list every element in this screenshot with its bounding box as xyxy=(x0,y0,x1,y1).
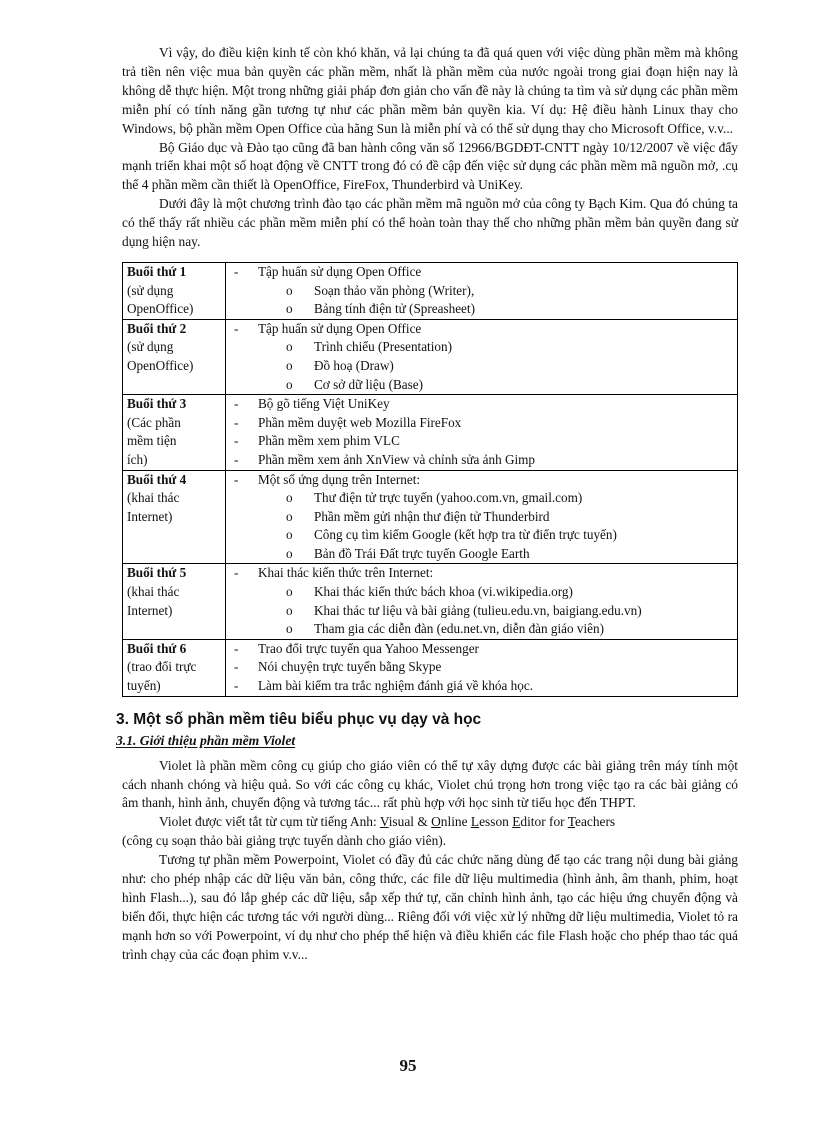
session-title: Buổi thứ 1 xyxy=(127,263,187,279)
schedule-session-cell xyxy=(123,395,226,470)
circle-bullet-icon: o xyxy=(286,621,293,637)
dash-bullet-icon: - xyxy=(234,433,239,449)
circle-bullet-icon: o xyxy=(286,282,293,298)
item-text: Phần mềm gửi nhận thư điện tử Thunderbird xyxy=(314,508,550,524)
session-description: (khai thác xyxy=(127,584,180,600)
item-text: Phần mềm xem phim VLC xyxy=(258,433,400,449)
acronym-letter: O xyxy=(431,814,441,830)
schedule-session-cell xyxy=(123,639,226,696)
circle-bullet-icon: o xyxy=(286,508,293,524)
intro-paragraph-1: Vì vậy, do điều kiện kinh tế còn khó khăn, vả lại chúng ta đã quá quen với việc dùng phần mềm mà không trả tiền nên việc mua bản quyền các phần mềm, nhất là phần mềm của nước ngoài trong giai đoạn hiện nay là không dễ thực hiện. Một trong những giải pháp đơn giản cho vấn đề này là chúng ta tìm và sử dụng các phần mềm miễn phí có tính năng gần tương tự như các phần mềm bản quyền kia. Ví dụ: Hệ điều hành Linux thay cho Windows, bộ phần mềm Open Office của hãng Sun là miễn phí và có thể sử dụng thay cho Microsoft Office, v.v... xyxy=(122,45,738,136)
schedule-row xyxy=(123,319,738,394)
session-description: (sử dụng xyxy=(127,339,174,355)
session-description: OpenOffice) xyxy=(127,357,194,373)
subtopic-item xyxy=(234,583,735,602)
page-number: 95 xyxy=(399,1056,417,1075)
circle-bullet-icon: o xyxy=(286,490,293,506)
item-text: Công cụ tìm kiếm Google (kết hợp tra từ điển trực tuyến) xyxy=(314,527,617,543)
item-text: Bảng tính điện tử (Spreasheet) xyxy=(314,301,475,317)
subtopic-item xyxy=(234,602,735,621)
dash-bullet-icon: - xyxy=(234,471,239,487)
acronym-letter: V xyxy=(379,814,389,830)
item-text: Làm bài kiểm tra trắc nghiệm đánh giá về khóa học. xyxy=(258,678,534,694)
session-title: Buổi thứ 5 xyxy=(127,565,187,581)
schedule-row xyxy=(123,262,738,319)
intro-paragraph-2: Bộ Giáo dục và Đào tạo cũng đã ban hành công văn số 12966/BGDĐT-CNTT ngày 10/12/2007 về việc đẩy mạnh triển khai một số hoạt động về CNTT trong đó có đề cập đến việc sử dụng các phần mềm mã nguồn mở, .cụ thể 4 phần mềm cần thiết là OpenOffice, FireFox, Thunderbird và UniKey. xyxy=(122,139,738,193)
dash-bullet-icon: - xyxy=(234,320,239,336)
dash-bullet-icon: - xyxy=(234,263,239,279)
schedule-content-cell xyxy=(226,639,738,696)
topic-item xyxy=(234,432,735,451)
topic-item xyxy=(234,320,735,339)
item-text: Khai thác tư liệu và bài giảng (tulieu.edu.vn, baigiang.edu.vn) xyxy=(314,602,642,618)
violet-paragraph-1: Violet là phần mềm công cụ giúp cho giáo viên có thể tự xây dựng được các bài giảng trên máy tính một cách nhanh chóng và hiệu quả. So với các công cụ khác, Violet chú trọng hơn trong việc tạo ra các bài giảng có âm thanh, hình ảnh, chuyển động và tương tác... rất phù hợp với học sinh từ tiểu học đến THPT. xyxy=(122,757,738,811)
subtopic-item xyxy=(234,545,735,564)
item-text: Tập huấn sử dụng Open Office xyxy=(258,263,422,279)
subsection-heading: 3.1. Giới thiệu phần mềm Violet xyxy=(116,732,296,748)
item-text: Nói chuyện trực tuyến bằng Skype xyxy=(258,659,442,675)
schedule-session-cell xyxy=(123,470,226,564)
schedule-content-cell xyxy=(226,470,738,564)
dash-bullet-icon: - xyxy=(234,678,239,694)
circle-bullet-icon: o xyxy=(286,357,293,373)
subtopic-item xyxy=(234,620,735,639)
topic-item xyxy=(234,564,735,583)
circle-bullet-icon: o xyxy=(286,301,293,317)
dash-bullet-icon: - xyxy=(234,565,239,581)
schedule-content-cell xyxy=(226,564,738,639)
item-text: Khai thác kiến thức trên Internet: xyxy=(258,565,434,581)
circle-bullet-icon: o xyxy=(286,376,293,392)
item-text: Trao đổi trực tuyến qua Yahoo Messenger xyxy=(258,640,479,656)
subtopic-item xyxy=(234,526,735,545)
circle-bullet-icon: o xyxy=(286,545,293,561)
item-text: Phần mềm duyệt web Mozilla FireFox xyxy=(258,414,462,430)
schedule-content-cell xyxy=(226,395,738,470)
item-text: Soạn thảo văn phòng (Writer), xyxy=(314,282,475,298)
item-text: Thư điện tử trực tuyến (yahoo.com.vn, gmail.com) xyxy=(314,490,583,506)
session-description: tuyến) xyxy=(127,678,161,694)
item-text: Trình chiếu (Presentation) xyxy=(314,339,452,355)
subtopic-item xyxy=(234,508,735,527)
session-description: OpenOffice) xyxy=(127,301,194,317)
session-title: Buổi thứ 3 xyxy=(127,396,187,412)
circle-bullet-icon: o xyxy=(286,339,293,355)
topic-item xyxy=(234,414,735,433)
topic-item xyxy=(234,658,735,677)
schedule-content-cell xyxy=(226,319,738,394)
item-text: Bản đồ Trái Đất trực tuyến Google Earth xyxy=(314,545,530,561)
item-text: Đồ hoạ (Draw) xyxy=(314,357,394,373)
schedule-row xyxy=(123,564,738,639)
session-description: (khai thác xyxy=(127,490,180,506)
schedule-row xyxy=(123,395,738,470)
subtopic-item xyxy=(234,338,735,357)
acronym-letter: L xyxy=(470,814,480,830)
topic-item xyxy=(234,640,735,659)
dash-bullet-icon: - xyxy=(234,659,239,675)
item-text: Phần mềm xem ảnh XnView và chỉnh sửa ảnh Gimp xyxy=(258,451,536,467)
schedule-session-cell xyxy=(123,319,226,394)
intro-paragraph-3: Dưới đây là một chương trình đào tạo các phần mềm mã nguồn mở của công ty Bạch Kim. Qua đó chúng ta có thể thấy rất nhiều các phần mềm miễn phí có thể hoàn toàn thay thế cho những phần mềm bản quyền đang sử dụng hiện nay. xyxy=(122,196,738,250)
session-description: Internet) xyxy=(127,508,173,524)
schedule-row xyxy=(123,639,738,696)
topic-item xyxy=(234,471,735,490)
subtopic-item xyxy=(234,300,735,319)
session-description: ích) xyxy=(127,451,148,467)
violet-paragraph-2-suffix: (công cụ soạn thảo bài giảng trực tuyến dành cho giáo viên). xyxy=(122,833,447,849)
acronym-letter: T xyxy=(567,814,575,830)
session-description: (sử dụng xyxy=(127,282,174,298)
topic-item xyxy=(234,263,735,282)
violet-paragraph-2: Violet được viết tắt từ cụm từ tiếng Anh: Visual & Online Lesson Editor for Teachers (công cụ soạn thảo bài giảng trực tuyến dành cho giáo viên). xyxy=(122,813,738,851)
item-text: Tham gia các diễn đàn (edu.net.vn, diễn đàn giáo viên) xyxy=(314,621,605,637)
acronym-letter: E xyxy=(512,814,521,830)
dash-bullet-icon: - xyxy=(234,414,239,430)
dash-bullet-icon: - xyxy=(234,451,239,467)
topic-item xyxy=(234,451,735,470)
subtopic-item xyxy=(234,376,735,395)
item-text: Khai thác kiến thức bách khoa (vi.wikipedia.org) xyxy=(314,584,573,600)
subtopic-item xyxy=(234,489,735,508)
subtopic-item xyxy=(234,357,735,376)
schedule-content-cell xyxy=(226,262,738,319)
item-text: Tập huấn sử dụng Open Office xyxy=(258,320,422,336)
session-description: (Các phần xyxy=(127,414,181,430)
section-heading: 3. Một số phần mềm tiêu biểu phục vụ dạy và học xyxy=(116,710,482,728)
circle-bullet-icon: o xyxy=(286,584,293,600)
schedule-session-cell xyxy=(123,262,226,319)
schedule-row xyxy=(123,470,738,564)
schedule-session-cell xyxy=(123,564,226,639)
topic-item xyxy=(234,395,735,414)
item-text: Bộ gõ tiếng Việt UniKey xyxy=(258,396,390,412)
document-page xyxy=(116,44,738,965)
circle-bullet-icon: o xyxy=(286,602,293,618)
dash-bullet-icon: - xyxy=(234,640,239,656)
session-description: (trao đổi trực xyxy=(127,659,197,675)
circle-bullet-icon: o xyxy=(286,527,293,543)
dash-bullet-icon: - xyxy=(234,396,239,412)
session-title: Buổi thứ 2 xyxy=(127,320,187,336)
subtopic-item xyxy=(234,282,735,301)
topic-item xyxy=(234,677,735,696)
training-schedule-table xyxy=(122,262,738,697)
item-text: Cơ sở dữ liệu (Base) xyxy=(314,376,423,392)
session-title: Buổi thứ 6 xyxy=(127,640,187,656)
session-description: Internet) xyxy=(127,602,173,618)
session-title: Buổi thứ 4 xyxy=(127,471,187,487)
violet-paragraph-3: Tương tự phần mềm Powerpoint, Violet có đầy đủ các chức năng dùng để tạo các trang nội dung bài giảng như: cho phép nhập các dữ liệu văn bản, công thức, các file dữ liệu multimedia (hình ảnh, âm thanh, phim, hoạt hình Flash...), sau đó lắp ghép các dữ liệu, sắp xếp thứ tự, căn chỉnh hình ảnh, tạo các hiệu ứng chuyển động và biến đổi, thực hiện các tương tác với người dùng... Riêng đối với việc xử lý những dữ liệu multimedia, Violet tỏ ra mạnh hơn so với Powerpoint, ví dụ như cho phép thể hiện và điều khiển các file Flash hoặc cho phép thao tác quá trình chạy của các đoạn phim v.v... xyxy=(122,852,738,962)
session-description: mềm tiện xyxy=(127,433,177,449)
item-text: Một số ứng dụng trên Internet: xyxy=(258,471,421,487)
